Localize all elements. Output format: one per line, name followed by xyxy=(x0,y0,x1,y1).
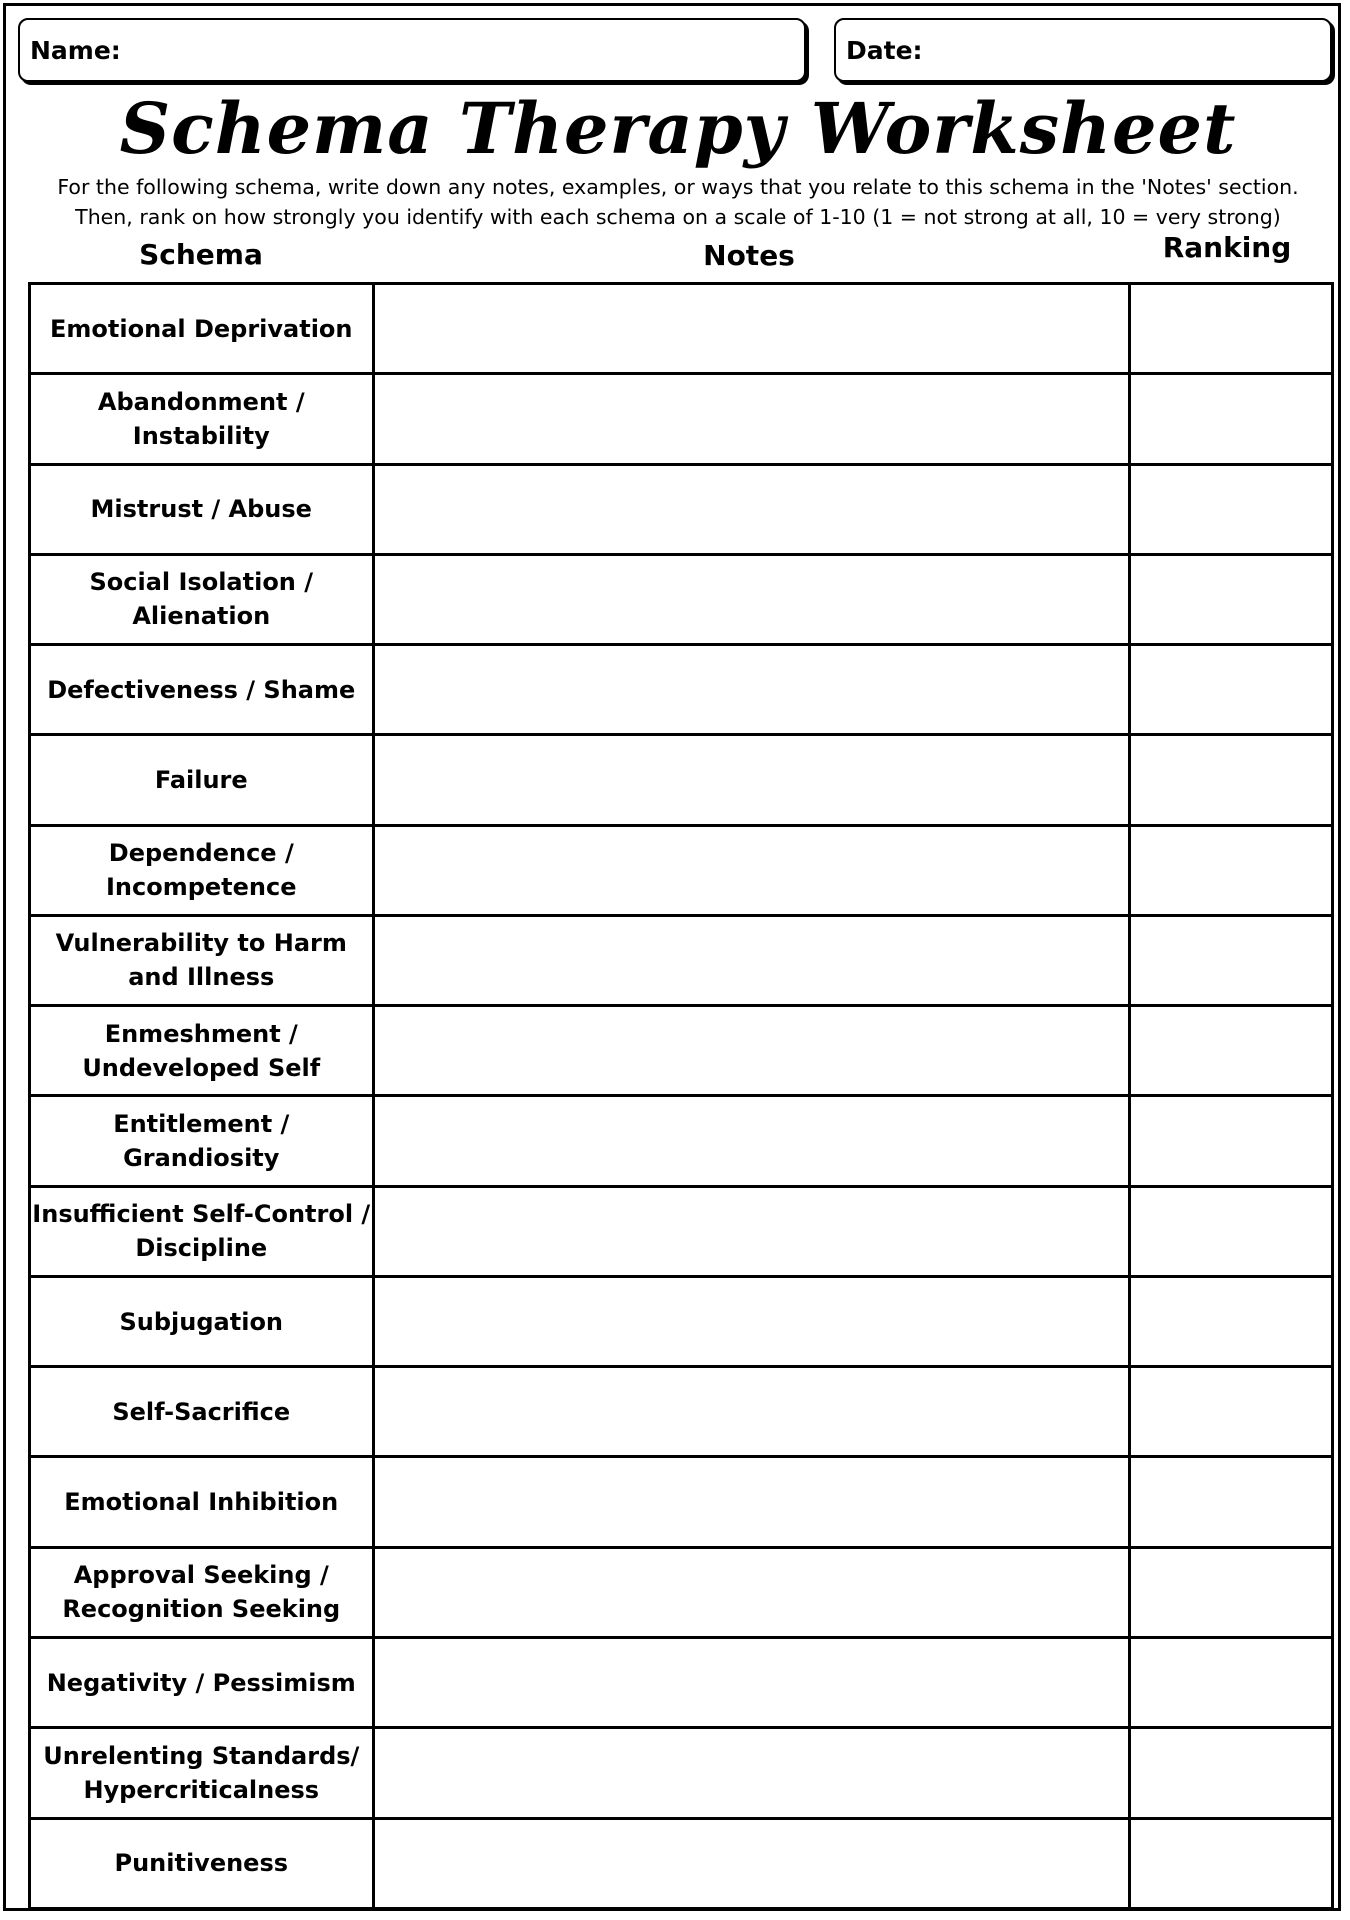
table-row xyxy=(30,1457,1333,1547)
table-row xyxy=(30,1637,1333,1727)
name-field[interactable] xyxy=(18,18,806,82)
schema-table-body xyxy=(30,284,1333,1909)
schema-name-cell: Self-Sacrifice xyxy=(30,1367,374,1457)
column-header-schema: Schema xyxy=(139,238,263,271)
schema-table xyxy=(28,282,1334,1910)
ranking-cell[interactable] xyxy=(1129,645,1332,735)
ranking-cell[interactable] xyxy=(1129,1818,1332,1908)
notes-cell[interactable] xyxy=(373,1186,1129,1276)
instructions-line-1: For the following schema, write down any notes, examples, or ways that you relate to this schema in the 'Notes' section. xyxy=(57,175,1299,199)
notes-cell[interactable] xyxy=(373,1457,1129,1547)
notes-cell[interactable] xyxy=(373,1006,1129,1096)
table-row xyxy=(30,374,1333,464)
date-field[interactable] xyxy=(834,18,1332,82)
table-row xyxy=(30,915,1333,1005)
name-label: Name: xyxy=(30,36,121,65)
notes-cell[interactable] xyxy=(373,1728,1129,1818)
schema-name-cell: Vulnerability to Harm and Illness xyxy=(30,915,374,1005)
table-row xyxy=(30,735,1333,825)
table-row xyxy=(30,1006,1333,1096)
notes-cell[interactable] xyxy=(373,1637,1129,1727)
schema-name-cell: Unrelenting Standards/ Hypercriticalness xyxy=(30,1728,374,1818)
table-row xyxy=(30,1367,1333,1457)
ranking-cell[interactable] xyxy=(1129,374,1332,464)
table-row xyxy=(30,464,1333,554)
schema-name-cell: Emotional Deprivation xyxy=(30,284,374,374)
ranking-cell[interactable] xyxy=(1129,1728,1332,1818)
table-row xyxy=(30,1096,1333,1186)
ranking-cell[interactable] xyxy=(1129,464,1332,554)
notes-cell[interactable] xyxy=(373,1276,1129,1366)
notes-cell[interactable] xyxy=(373,645,1129,735)
column-header-ranking: Ranking xyxy=(1162,231,1292,264)
notes-cell[interactable] xyxy=(373,1818,1129,1908)
table-row xyxy=(30,1728,1333,1818)
column-header-notes: Notes xyxy=(703,239,795,272)
table-row xyxy=(30,1186,1333,1276)
instructions xyxy=(6,172,1350,232)
ranking-cell[interactable] xyxy=(1129,1367,1332,1457)
ranking-cell[interactable] xyxy=(1129,735,1332,825)
notes-cell[interactable] xyxy=(373,735,1129,825)
table-row xyxy=(30,1276,1333,1366)
ranking-cell[interactable] xyxy=(1129,1186,1332,1276)
ranking-cell[interactable] xyxy=(1129,1276,1332,1366)
page-title: Schema Therapy Worksheet xyxy=(119,87,1237,170)
schema-name-cell: Emotional Inhibition xyxy=(30,1457,374,1547)
schema-name-cell: Mistrust / Abuse xyxy=(30,464,374,554)
schema-name-cell: Defectiveness / Shame xyxy=(30,645,374,735)
schema-name-cell: Negativity / Pessimism xyxy=(30,1637,374,1727)
ranking-cell[interactable] xyxy=(1129,554,1332,644)
table-row xyxy=(30,825,1333,915)
notes-cell[interactable] xyxy=(373,464,1129,554)
ranking-cell[interactable] xyxy=(1129,1096,1332,1186)
schema-name-cell: Abandonment / Instability xyxy=(30,374,374,464)
schema-name-cell: Subjugation xyxy=(30,1276,374,1366)
schema-name-cell: Dependence / Incompetence xyxy=(30,825,374,915)
ranking-cell[interactable] xyxy=(1129,1006,1332,1096)
ranking-cell[interactable] xyxy=(1129,1637,1332,1727)
notes-cell[interactable] xyxy=(373,1096,1129,1186)
ranking-cell[interactable] xyxy=(1129,1547,1332,1637)
schema-name-cell: Enmeshment / Undeveloped Self xyxy=(30,1006,374,1096)
ranking-cell[interactable] xyxy=(1129,825,1332,915)
instructions-line-2: Then, rank on how strongly you identify with each schema on a scale of 1-10 (1 = not strong at all, 10 = very strong) xyxy=(75,205,1281,229)
schema-name-cell: Entitlement / Grandiosity xyxy=(30,1096,374,1186)
worksheet-page xyxy=(3,3,1341,1911)
table-row xyxy=(30,284,1333,374)
schema-name-cell: Punitiveness xyxy=(30,1818,374,1908)
notes-cell[interactable] xyxy=(373,1547,1129,1637)
ranking-cell[interactable] xyxy=(1129,915,1332,1005)
notes-cell[interactable] xyxy=(373,825,1129,915)
notes-cell[interactable] xyxy=(373,915,1129,1005)
schema-name-cell: Approval Seeking / Recognition Seeking xyxy=(30,1547,374,1637)
notes-cell[interactable] xyxy=(373,1367,1129,1457)
table-row xyxy=(30,1818,1333,1908)
schema-name-cell: Social Isolation / Alienation xyxy=(30,554,374,644)
notes-cell[interactable] xyxy=(373,554,1129,644)
table-row xyxy=(30,645,1333,735)
table-row xyxy=(30,1547,1333,1637)
ranking-cell[interactable] xyxy=(1129,1457,1332,1547)
date-label: Date: xyxy=(846,36,923,65)
notes-cell[interactable] xyxy=(373,284,1129,374)
schema-name-cell: Failure xyxy=(30,735,374,825)
schema-name-cell: Insufficient Self-Control / Discipline xyxy=(30,1186,374,1276)
ranking-cell[interactable] xyxy=(1129,284,1332,374)
table-row xyxy=(30,554,1333,644)
notes-cell[interactable] xyxy=(373,374,1129,464)
